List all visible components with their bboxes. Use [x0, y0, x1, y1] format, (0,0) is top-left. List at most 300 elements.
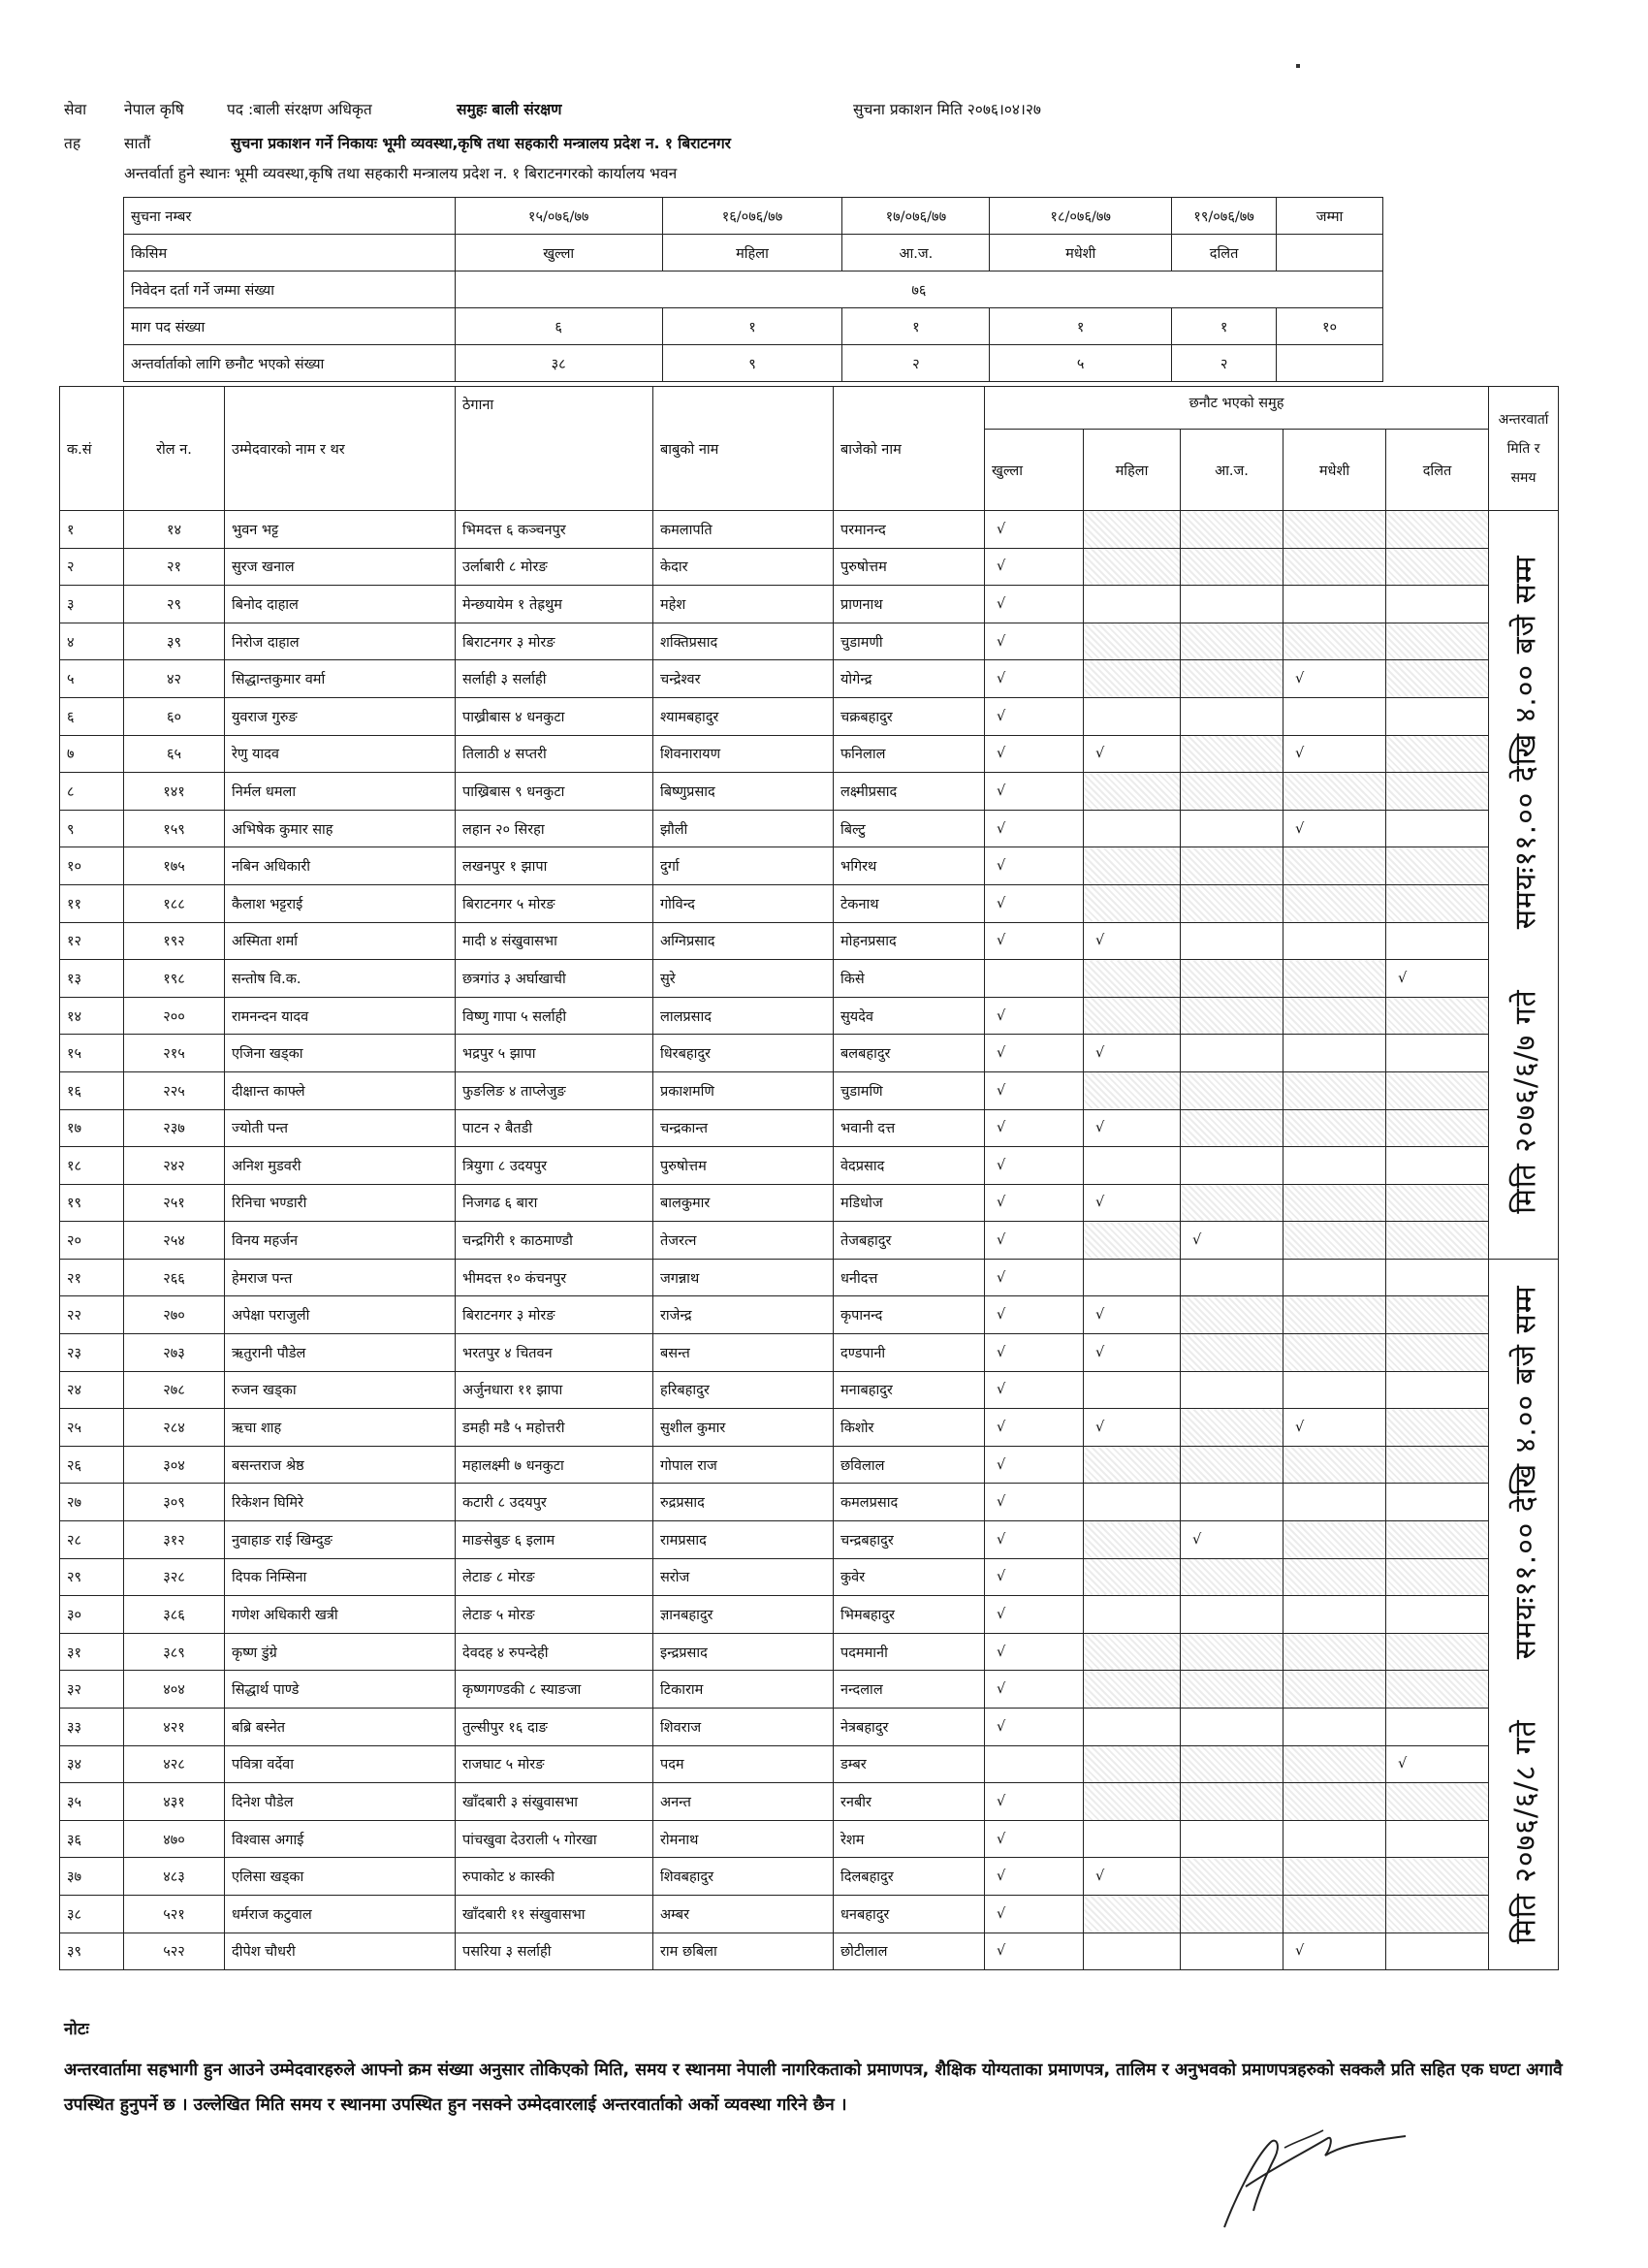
schedule-time: समयः११.०० देखि ४.०० बजे सम्म [1508, 1285, 1543, 1660]
row-mark: √ [985, 1035, 1084, 1072]
schedule-text [1504, 1285, 1543, 1943]
row-mark [1084, 884, 1181, 922]
summary-cell: १५/०७६/७७ [455, 198, 662, 235]
row-name: ज्योती पन्त [225, 1109, 456, 1147]
row-name: दीपेश चौधरी [225, 1933, 456, 1970]
row-mark: √ [985, 1184, 1084, 1222]
row-roll: ६५ [124, 735, 225, 773]
row-name: एलिसा खड्का [225, 1858, 456, 1896]
summary-cell: २ [1172, 345, 1277, 382]
row-grandfather: चुडामणी [834, 623, 985, 660]
row-roll: २१५ [124, 1035, 225, 1072]
row-serial: २८ [60, 1521, 124, 1559]
table-row [60, 1334, 1559, 1372]
row-mark [1386, 1820, 1489, 1858]
row-serial: ३३ [60, 1709, 124, 1746]
summary-cell [1277, 345, 1383, 382]
row-father: श्यामबहादुर [653, 697, 834, 735]
row-mark [1386, 1147, 1489, 1185]
row-mark [1084, 586, 1181, 623]
row-father: शिवराज [653, 1709, 834, 1746]
row-mark [1284, 997, 1386, 1035]
summary-cell: १ [842, 308, 990, 345]
row-grandfather: बिल्टु [834, 810, 985, 847]
row-mark [1386, 1184, 1489, 1222]
row-serial: ११ [60, 884, 124, 922]
row-mark: √ [985, 997, 1084, 1035]
row-serial: ३७ [60, 1858, 124, 1896]
summary-cell: १६/०७६/७७ [662, 198, 842, 235]
summary-cell: आ.ज. [842, 235, 990, 272]
row-roll: १९८ [124, 960, 225, 998]
row-grandfather: छविलाल [834, 1446, 985, 1484]
row-roll: ४८३ [124, 1858, 225, 1896]
row-mark [1284, 697, 1386, 735]
header-interview: अन्तरवार्ता मिति र समय [1489, 387, 1559, 511]
row-serial: २४ [60, 1371, 124, 1409]
row-name: अपेक्षा पराजुली [225, 1296, 456, 1334]
row-grandfather: किसे [834, 960, 985, 998]
row-father: सुरे [653, 960, 834, 998]
row-mark: √ [1084, 1109, 1181, 1147]
row-serial: ३९ [60, 1933, 124, 1970]
row-grandfather: कृपानन्द [834, 1296, 985, 1334]
row-mark [1284, 1184, 1386, 1222]
row-roll: २१ [124, 548, 225, 586]
row-address: भद्रपुर ५ झापा [456, 1035, 653, 1072]
row-mark: √ [1084, 922, 1181, 960]
row-mark [1084, 1147, 1181, 1185]
row-father: पुरुषोत्तम [653, 1147, 834, 1185]
row-mark [1084, 623, 1181, 660]
row-father: ज्ञानबहादुर [653, 1596, 834, 1634]
row-mark [1284, 1558, 1386, 1596]
row-roll: ४३१ [124, 1783, 225, 1821]
row-father: पदम [653, 1745, 834, 1783]
row-mark [1284, 884, 1386, 922]
row-mark [1386, 586, 1489, 623]
row-father: जगन्नाथ [653, 1259, 834, 1296]
row-roll: ४२८ [124, 1745, 225, 1783]
row-mark: √ [985, 1820, 1084, 1858]
row-mark [1181, 960, 1284, 998]
table-row [60, 1296, 1559, 1334]
table-row [60, 1671, 1559, 1709]
row-mark [1386, 1596, 1489, 1634]
summary-table [123, 197, 1383, 382]
row-name: रिनिचा भण्डारी [225, 1184, 456, 1222]
row-serial: ३२ [60, 1671, 124, 1709]
row-mark [1084, 1371, 1181, 1409]
row-name: निरोज दाहाल [225, 623, 456, 660]
row-address: तुल्सीपुर १६ दाङ [456, 1709, 653, 1746]
summary-cell: १७/०७६/७७ [842, 198, 990, 235]
row-mark: √ [1284, 1409, 1386, 1447]
header-group-janajati: आ.ज. [1181, 430, 1284, 511]
row-address: उर्लाबारी ८ मोरङ [456, 548, 653, 586]
row-roll: २९ [124, 586, 225, 623]
row-roll: ३०९ [124, 1484, 225, 1521]
table-row [60, 1109, 1559, 1147]
row-serial: १६ [60, 1071, 124, 1109]
row-mark: √ [1084, 1409, 1181, 1447]
row-mark [1181, 1109, 1284, 1147]
row-address: महालक्ष्मी ७ धनकुटा [456, 1446, 653, 1484]
row-mark: √ [985, 1933, 1084, 1970]
summary-label: सुचना नम्बर [124, 198, 456, 235]
schedule-date: मिति २०७६/६/७ गते [1508, 989, 1543, 1215]
row-mark [1084, 697, 1181, 735]
table-row [60, 586, 1559, 623]
row-mark [1084, 1633, 1181, 1671]
row-serial: ८ [60, 773, 124, 811]
row-father: राम छबिला [653, 1933, 834, 1970]
row-father: गोविन्द [653, 884, 834, 922]
row-roll: १७५ [124, 847, 225, 885]
row-mark [1084, 1558, 1181, 1596]
row-mark [1181, 884, 1284, 922]
row-grandfather: प्राणनाथ [834, 586, 985, 623]
row-address: लेटाङ ८ मोरङ [456, 1558, 653, 1596]
row-mark: √ [985, 697, 1084, 735]
row-mark [1084, 1222, 1181, 1260]
row-address: राजघाट ५ मोरङ [456, 1745, 653, 1783]
row-grandfather: पदममानी [834, 1633, 985, 1671]
row-mark: √ [985, 1296, 1084, 1334]
row-mark [1284, 960, 1386, 998]
row-name: दिपक निम्सिना [225, 1558, 456, 1596]
scan-mark [1296, 64, 1300, 68]
table-row [60, 1259, 1559, 1296]
summary-cell: १८/०७६/७७ [990, 198, 1172, 235]
row-mark: √ [985, 1895, 1084, 1933]
table-row [60, 697, 1559, 735]
row-mark [1284, 1259, 1386, 1296]
row-mark: √ [985, 548, 1084, 586]
row-address: चन्द्रगिरी १ काठमाण्डौ [456, 1222, 653, 1260]
row-serial: ३४ [60, 1745, 124, 1783]
row-father: अनन्त [653, 1783, 834, 1821]
summary-cell: महिला [662, 235, 842, 272]
row-serial: २७ [60, 1484, 124, 1521]
row-address: बिराटनगर ३ मोरङ [456, 623, 653, 660]
row-name: कैलाश भट्टराई [225, 884, 456, 922]
row-name: सिद्धार्थ पाण्डे [225, 1671, 456, 1709]
row-mark [985, 960, 1084, 998]
row-mark [1386, 697, 1489, 735]
row-grandfather: योगेन्द्र [834, 660, 985, 698]
row-mark [1181, 1558, 1284, 1596]
row-father: सुशील कुमार [653, 1409, 834, 1447]
table-row [60, 1446, 1559, 1484]
row-name: रिकेशन घिमिरे [225, 1484, 456, 1521]
row-serial: १ [60, 511, 124, 549]
row-mark: √ [1284, 810, 1386, 847]
table-row [60, 1633, 1559, 1671]
row-mark [1181, 1296, 1284, 1334]
row-father: इन्द्रप्रसाद [653, 1633, 834, 1671]
row-mark: √ [985, 1671, 1084, 1709]
row-father: सरोज [653, 1558, 834, 1596]
row-mark [1084, 660, 1181, 698]
summary-cell: दलित [1172, 235, 1277, 272]
row-name: अस्मिता शर्मा [225, 922, 456, 960]
row-mark [1084, 1446, 1181, 1484]
table-row [60, 1858, 1559, 1896]
row-name: हेमराज पन्त [225, 1259, 456, 1296]
row-mark [1181, 1709, 1284, 1746]
row-mark [1284, 922, 1386, 960]
row-address: पांचखुवा देउराली ५ गोरखा [456, 1820, 653, 1858]
level-label: तह [64, 135, 81, 152]
row-mark [1084, 1596, 1181, 1634]
summary-row [124, 345, 1383, 382]
row-father: हरिबहादुर [653, 1371, 834, 1409]
row-name: बसन्तराज श्रेष्ठ [225, 1446, 456, 1484]
row-mark: √ [985, 1521, 1084, 1559]
row-mark [1181, 1745, 1284, 1783]
row-mark [1181, 548, 1284, 586]
row-mark [1181, 1371, 1284, 1409]
row-mark: √ [1084, 1035, 1181, 1072]
summary-cell: १ [1172, 308, 1277, 345]
row-name: भुवन भट्ट [225, 511, 456, 549]
row-mark: √ [985, 1071, 1084, 1109]
row-mark: √ [1284, 735, 1386, 773]
row-mark [1284, 1484, 1386, 1521]
table-row [60, 660, 1559, 698]
row-mark [1181, 810, 1284, 847]
row-grandfather: दिलबहादुर [834, 1858, 985, 1896]
table-row [60, 511, 1559, 549]
header-group-open: खुल्ला [985, 430, 1084, 511]
row-grandfather: चन्द्रबहादुर [834, 1521, 985, 1559]
summary-label: माग पद संख्या [124, 308, 456, 345]
schedule-gap [1508, 1659, 1542, 1719]
row-mark [1284, 1071, 1386, 1109]
row-serial: १५ [60, 1035, 124, 1072]
summary-cell: १० [1277, 308, 1383, 345]
row-mark [1386, 1035, 1489, 1072]
schedule-gap [1508, 930, 1542, 990]
table-row [60, 1783, 1559, 1821]
row-mark [1084, 548, 1181, 586]
row-mark [1181, 1446, 1284, 1484]
row-roll: १४ [124, 511, 225, 549]
row-serial: १० [60, 847, 124, 885]
row-address: पाख्रीबास ४ धनकुटा [456, 697, 653, 735]
row-name: विश्वास अगाई [225, 1820, 456, 1858]
row-grandfather: भगिरथ [834, 847, 985, 885]
row-mark [1181, 1409, 1284, 1447]
row-roll: १८८ [124, 884, 225, 922]
row-name: रुजन खड्का [225, 1371, 456, 1409]
row-address: कृष्णगण्डकी ८ स्याङजा [456, 1671, 653, 1709]
row-mark [1386, 1484, 1489, 1521]
row-mark [1181, 1259, 1284, 1296]
row-mark: √ [1084, 735, 1181, 773]
publishing-body: सुचना प्रकाशन गर्ने निकायः भूमी व्यवस्था,कृषि तथा सहकारी मन्त्रालय प्रदेश न. १ बिराटनगर [231, 135, 732, 152]
row-roll: २८४ [124, 1409, 225, 1447]
row-mark [985, 1745, 1084, 1783]
row-grandfather: मनाबहादुर [834, 1371, 985, 1409]
row-mark: √ [985, 1259, 1084, 1296]
row-roll: २७८ [124, 1371, 225, 1409]
summary-label: निवेदन दर्ता गर्ने जम्मा संख्या [124, 272, 456, 308]
signature [1217, 2119, 1410, 2235]
row-grandfather: बलबहादुर [834, 1035, 985, 1072]
row-mark [1284, 1709, 1386, 1746]
row-grandfather: सुयदेव [834, 997, 985, 1035]
row-mark [1284, 623, 1386, 660]
row-address: लहान २० सिरहा [456, 810, 653, 847]
row-address: खाँदबारी ११ संखुवासभा [456, 1895, 653, 1933]
row-grandfather: कुवेर [834, 1558, 985, 1596]
level-value: सातौं [124, 135, 151, 152]
row-mark [1284, 1820, 1386, 1858]
table-header-row-1 [60, 387, 1559, 430]
row-roll: ३०४ [124, 1446, 225, 1484]
row-mark [1284, 1446, 1386, 1484]
row-mark: √ [1181, 1222, 1284, 1260]
row-mark: √ [1386, 1745, 1489, 1783]
row-mark [1084, 1895, 1181, 1933]
row-mark [1284, 1371, 1386, 1409]
row-serial: ३ [60, 586, 124, 623]
row-mark [1386, 1671, 1489, 1709]
row-roll: ४२ [124, 660, 225, 698]
summary-label: अन्तर्वार्ताको लागि छनौट भएको संख्या [124, 345, 456, 382]
row-father: रुद्रप्रसाद [653, 1484, 834, 1521]
row-mark [1181, 1334, 1284, 1372]
row-mark [1084, 1259, 1181, 1296]
summary-label: किसिम [124, 235, 456, 272]
row-address: देवदह ४ रुपन्देही [456, 1633, 653, 1671]
row-address: पाटन २ बैतडी [456, 1109, 653, 1147]
sewa-value: नेपाल कृषि [124, 101, 184, 118]
row-roll: ३९ [124, 623, 225, 660]
header-father: बाबुको नाम [653, 387, 834, 511]
row-grandfather: भिमबहादुर [834, 1596, 985, 1634]
table-row [60, 1895, 1559, 1933]
row-address: रुपाकोट ४ कास्की [456, 1858, 653, 1896]
row-mark [1284, 1783, 1386, 1821]
row-mark [1181, 697, 1284, 735]
row-grandfather: चक्रबहादुर [834, 697, 985, 735]
note-text: अन्तरवार्तामा सहभागी हुन आउने उम्मेदवारहरुले आफ्नो क्रम संख्या अनुसार तोकिएको मिति, समय र स्थानमा नेपाली नागरिकताको प्रमाणपत्र, शैक्षिक योग्यताका प्रमाणपत्र, तालिम र अनुभवको प्रमाणपत्रहरुको सक्कलै प्रति सहित एक घण्टा अगावै उपस्थित हुनुपर्ने छ । उल्लेखित मिति समय र स्थानमा उपस्थित हुन नसक्ने उम्मेदवारलाई अन्तरवार्ताको अर्को व्यवस्था गरिने छैन । [64, 2060, 1563, 2115]
row-serial: ७ [60, 735, 124, 773]
row-mark [1386, 922, 1489, 960]
row-father: टिकाराम [653, 1671, 834, 1709]
row-mark [1386, 660, 1489, 698]
row-serial: ९ [60, 810, 124, 847]
row-serial: १३ [60, 960, 124, 998]
row-grandfather: दण्डपानी [834, 1334, 985, 1372]
row-mark [1284, 1334, 1386, 1372]
row-mark [1084, 1933, 1181, 1970]
row-mark [1284, 773, 1386, 811]
row-grandfather: भवानी दत्त [834, 1109, 985, 1147]
summary-cell: ५ [990, 345, 1172, 382]
row-mark: √ [1084, 1334, 1181, 1372]
row-mark [1084, 1484, 1181, 1521]
row-mark: √ [1084, 1858, 1181, 1896]
row-name: सिद्धान्तकुमार वर्मा [225, 660, 456, 698]
row-serial: २६ [60, 1446, 124, 1484]
note-section [64, 2012, 1576, 2123]
row-grandfather: रनबीर [834, 1783, 985, 1821]
summary-cell: १ [990, 308, 1172, 345]
row-mark [1284, 1895, 1386, 1933]
row-name: धर्मराज कटुवाल [225, 1895, 456, 1933]
table-row [60, 1820, 1559, 1858]
row-mark [1084, 847, 1181, 885]
candidates-table [59, 386, 1559, 1970]
row-mark: √ [985, 810, 1084, 847]
group-title: समुहः बाली संरक्षण [457, 101, 562, 118]
row-mark [1386, 773, 1489, 811]
row-mark [1084, 1521, 1181, 1559]
summary-cell: १ [662, 308, 842, 345]
row-address: बिराटनगर ५ मोरङ [456, 884, 653, 922]
row-mark: √ [985, 511, 1084, 549]
row-serial: १२ [60, 922, 124, 960]
summary-row [124, 308, 1383, 345]
row-mark [1284, 1521, 1386, 1559]
row-mark [1284, 1296, 1386, 1334]
row-serial: १८ [60, 1147, 124, 1185]
row-roll: ३८९ [124, 1633, 225, 1671]
row-mark [1386, 1109, 1489, 1147]
row-father: बिष्णुप्रसाद [653, 773, 834, 811]
row-mark [1084, 1071, 1181, 1109]
row-grandfather: वेदप्रसाद [834, 1147, 985, 1185]
row-mark [1181, 1484, 1284, 1521]
row-grandfather: छोटीलाल [834, 1933, 985, 1970]
notice-date: सुचना प्रकाशन मिति २०७६।०४।२७ [853, 101, 1041, 118]
row-mark [1084, 1745, 1181, 1783]
row-mark: √ [985, 660, 1084, 698]
table-row [60, 1409, 1559, 1447]
row-roll: ३८६ [124, 1596, 225, 1634]
row-address: पसरिया ३ सर्लाही [456, 1933, 653, 1970]
row-name: रेणु यादव [225, 735, 456, 773]
row-grandfather: लक्ष्मीप्रसाद [834, 773, 985, 811]
summary-cell: ९ [662, 345, 842, 382]
row-mark: √ [985, 1858, 1084, 1896]
row-mark [1181, 1933, 1284, 1970]
row-mark [1084, 1783, 1181, 1821]
row-roll: २७३ [124, 1334, 225, 1372]
row-father: रामप्रसाद [653, 1521, 834, 1559]
schedule-text [1504, 556, 1543, 1214]
row-roll: १९२ [124, 922, 225, 960]
row-grandfather: धनीदत्त [834, 1259, 985, 1296]
row-father: तेजरत्न [653, 1222, 834, 1260]
row-serial: १४ [60, 997, 124, 1035]
row-mark [1386, 1409, 1489, 1447]
table-row [60, 1371, 1559, 1409]
row-serial: २९ [60, 1558, 124, 1596]
row-mark [1386, 884, 1489, 922]
header-group-dalit: दलित [1386, 430, 1489, 511]
row-mark [1386, 623, 1489, 660]
row-roll: २५४ [124, 1222, 225, 1260]
row-mark [1084, 1709, 1181, 1746]
row-grandfather: फनिलाल [834, 735, 985, 773]
row-mark: √ [985, 1484, 1084, 1521]
table-row [60, 1071, 1559, 1109]
